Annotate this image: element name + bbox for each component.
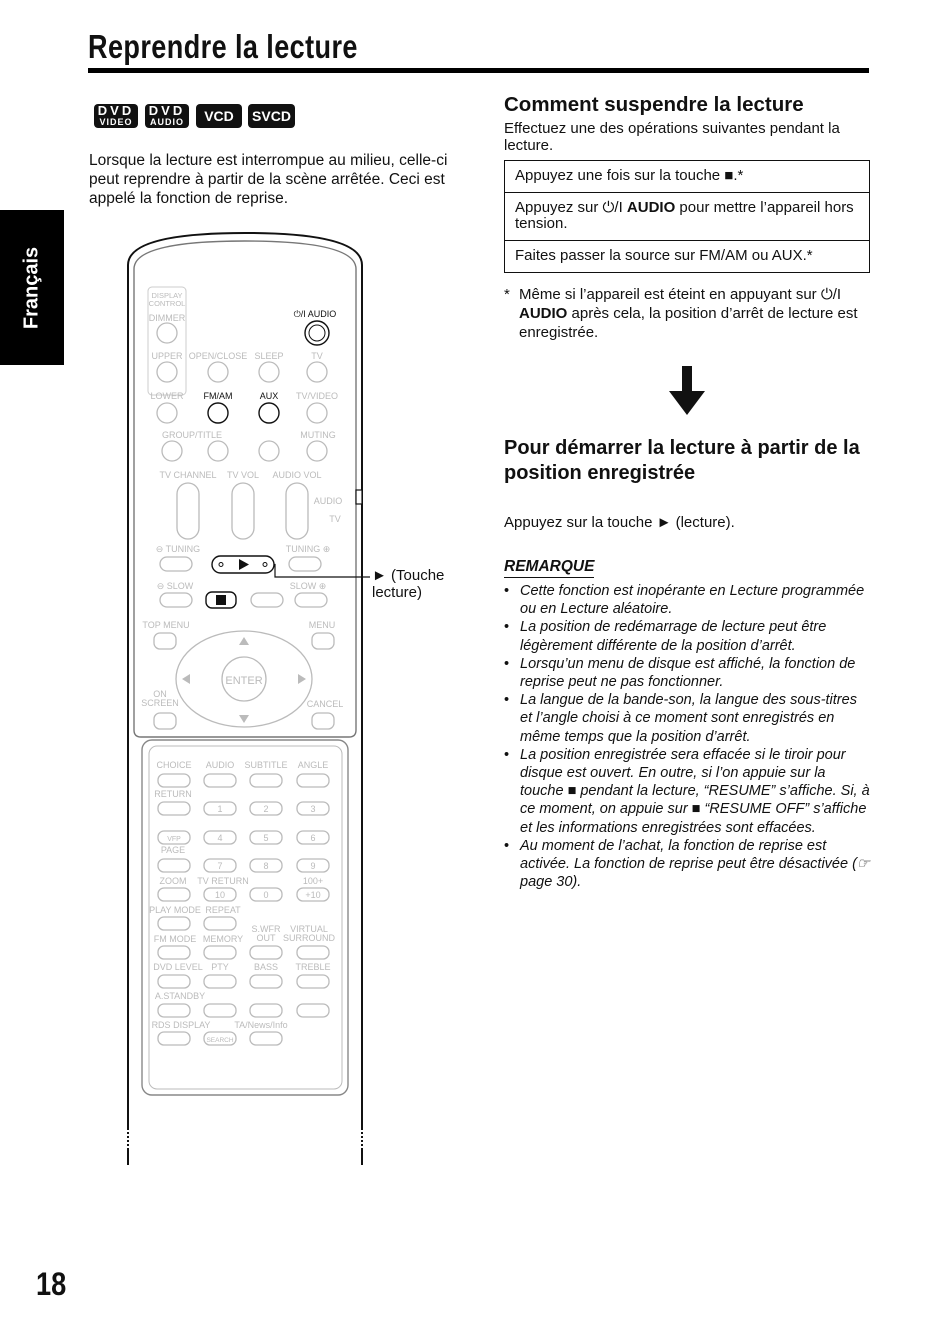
list-item: • La position enregistrée sera effacée si le tiroir pour disque est ouvert. En outre, si l’on appuie sur la touche ■ pendant la lecture, “RESUME” s’affiche. Si, à ce moment, on appuie sur ■ “RESUME OFF” s’affiche et les informations enregistrées sont effacées. xyxy=(504,746,870,837)
digit-10: 10 xyxy=(214,890,226,900)
tv-return-label: TV RETURN xyxy=(197,876,249,886)
audio-keyword: AUDIO xyxy=(626,199,676,216)
fm-am-button xyxy=(208,403,228,423)
title-rule xyxy=(88,68,869,73)
play-mode-label: PLAY MODE xyxy=(149,905,201,915)
top-menu-label: TOP MENU xyxy=(142,620,190,630)
digit-4: 4 xyxy=(217,833,223,843)
search-label: SEARCH xyxy=(206,1037,234,1044)
tv-label: TV xyxy=(311,351,323,361)
slow-plus-label: SLOW ⊕ xyxy=(289,581,327,591)
dvd-video-badge xyxy=(94,104,138,128)
page-label: PAGE xyxy=(160,845,186,855)
angle-label: ANGLE xyxy=(297,760,329,770)
arrow-down-icon xyxy=(668,366,706,416)
vcd-badge: VCD xyxy=(196,104,242,128)
digit-3: 3 xyxy=(310,804,316,814)
tv-channel-label: TV CHANNEL xyxy=(159,470,217,480)
svcd-badge: SVCD xyxy=(248,104,295,128)
play-button-callout: ► (Touche lecture) xyxy=(372,567,445,601)
list-item: • Au moment de l’achat, la fonction de reprise est activée. La fonction de reprise peut être désactivée (☞ page 30). xyxy=(504,837,870,892)
plus-10-label: +10 xyxy=(305,890,321,900)
plus-100-label: 100+ xyxy=(302,876,324,886)
return-label: RETURN xyxy=(154,789,192,799)
tv-video-label: TV/VIDEO xyxy=(295,391,339,401)
surround-label: SURROUND xyxy=(282,933,336,943)
digit-9: 9 xyxy=(310,861,316,871)
language-tab-label: Français xyxy=(20,246,43,329)
option-change-source: Faites passer la source sur FM/AM ou AUX.* xyxy=(505,241,870,273)
control-label: CONTROL xyxy=(148,299,186,308)
footnote xyxy=(504,285,870,342)
slider-tv-label: TV xyxy=(329,514,341,524)
ta-news-info-label: TA/News/Info xyxy=(234,1020,288,1030)
option-power-off xyxy=(505,193,870,241)
aux-button xyxy=(259,403,279,423)
list-item: • La langue de la bande-son, la langue des sous-titres et l’angle choisi à ce moment sont enregistrés en même temps que la position d’arrêt. xyxy=(504,691,870,746)
resume-start-text: Appuyez sur la touche ► (lecture). xyxy=(504,514,735,531)
a-standby-label: A.STANDBY xyxy=(154,991,206,1001)
digit-8: 8 xyxy=(263,861,269,871)
slow-minus-label: ⊖ SLOW xyxy=(156,581,194,591)
treble-label: TREBLE xyxy=(295,962,331,972)
bass-label: BASS xyxy=(253,962,279,972)
table-row xyxy=(505,193,870,241)
tv-vol-label: TV VOL xyxy=(226,470,260,480)
language-tab xyxy=(0,210,64,365)
sleep-label: SLEEP xyxy=(254,351,284,361)
digit-6: 6 xyxy=(310,833,316,843)
page-title: Reprendre la lecture xyxy=(88,28,358,65)
tuning-plus-label: TUNING ⊕ xyxy=(285,544,331,554)
audio-keyword: AUDIO xyxy=(519,305,568,322)
enter-label: ENTER xyxy=(225,675,263,687)
menu-label: MENU xyxy=(308,620,336,630)
option-power-off-pre: Appuyez sur ⏻/I xyxy=(515,199,627,216)
audio-vol-label: AUDIO VOL xyxy=(272,470,322,480)
option-stop: Appuyez une fois sur la touche ■.* xyxy=(505,161,870,193)
repeat-label: REPEAT xyxy=(205,905,241,915)
digit-5: 5 xyxy=(263,833,269,843)
choice-label: CHOICE xyxy=(156,760,192,770)
aux-label: AUX xyxy=(259,391,279,401)
badge-top: DVD xyxy=(97,103,135,118)
intro-paragraph: Lorsque la lecture est interrompue au milieu, celle-ci peut reprendre à partir de la scène arrêtée. Ceci est appelé la fonction de reprise. xyxy=(89,152,448,207)
memory-label: MEMORY xyxy=(202,934,244,944)
digit-1: 1 xyxy=(217,804,223,814)
option-power-off-post: pour mettre l’appareil hors tension. xyxy=(515,199,854,232)
footnote-marker: * xyxy=(504,286,510,303)
out-label: OUT xyxy=(256,933,276,943)
badge-bottom: VIDEO xyxy=(99,117,133,127)
zoom-label: ZOOM xyxy=(159,876,187,886)
digit-0: 0 xyxy=(263,890,269,900)
suspend-options-table xyxy=(504,160,870,273)
pty-label: PTY xyxy=(211,962,229,972)
remarque-list xyxy=(504,582,870,891)
table-row xyxy=(505,241,870,273)
subtitle-label: SUBTITLE xyxy=(244,760,288,770)
badge-top: DVD xyxy=(148,103,186,118)
suspend-heading: Comment suspendre la lecture xyxy=(504,93,804,116)
screen-label: SCREEN xyxy=(141,698,179,708)
fm-mode-label: FM MODE xyxy=(153,934,197,944)
badge-bottom: AUDIO xyxy=(150,117,184,127)
digit-7: 7 xyxy=(217,861,223,871)
list-item: • Lorsqu’un menu de disque est affiché, la fonction de reprise peut ne pas fonctionner. xyxy=(504,655,870,691)
power-audio-label: ⏻/I AUDIO xyxy=(293,309,337,319)
tuning-minus-label: ⊖ TUNING xyxy=(155,544,201,554)
muting-label: MUTING xyxy=(300,430,336,440)
dvd-level-label: DVD LEVEL xyxy=(153,962,203,972)
rds-display-label: RDS DISPLAY xyxy=(151,1020,211,1030)
on-label: ON xyxy=(153,689,167,699)
virtual-label: VIRTUAL xyxy=(290,924,328,934)
table-row xyxy=(505,161,870,193)
page-number: 18 xyxy=(36,1266,67,1302)
dimmer-label: DIMMER xyxy=(148,313,186,323)
remarque-title: REMARQUE xyxy=(504,558,594,578)
list-item: • Cette fonction est inopérante en Lecture programmée ou en Lecture aléatoire. xyxy=(504,582,870,618)
footnote-pre: Même si l’appareil est éteint en appuyant sur ⏻/I xyxy=(519,286,842,303)
display-label: DISPLAY xyxy=(151,291,183,300)
footnote-post: après cela, la position d’arrêt de lecture est enregistrée. xyxy=(519,305,858,341)
slider-audio-label: AUDIO xyxy=(313,496,343,506)
audio-label: AUDIO xyxy=(205,760,235,770)
upper-label: UPPER xyxy=(151,351,183,361)
remote-control-illustration xyxy=(120,225,370,1170)
list-item: • La position de redémarrage de lecture peut être légèrement différente de la position d’arrêt. xyxy=(504,618,870,654)
cancel-label: CANCEL xyxy=(306,699,344,709)
vfp-label: VFP xyxy=(167,836,181,843)
resume-start-heading: Pour démarrer la lecture à partir de la position enregistrée xyxy=(504,437,860,484)
swfr-label: S.WFR xyxy=(251,924,281,934)
lower-label: LOWER xyxy=(150,391,184,401)
digit-2: 2 xyxy=(263,804,269,814)
open-close-label: OPEN/CLOSE xyxy=(188,351,248,361)
group-title-label: GROUP/TITLE xyxy=(161,430,223,440)
fm-am-label: FM/AM xyxy=(203,391,233,401)
dvd-audio-badge xyxy=(145,104,189,128)
suspend-intro: Effectuez une des opérations suivantes pendant la lecture. xyxy=(504,120,840,154)
